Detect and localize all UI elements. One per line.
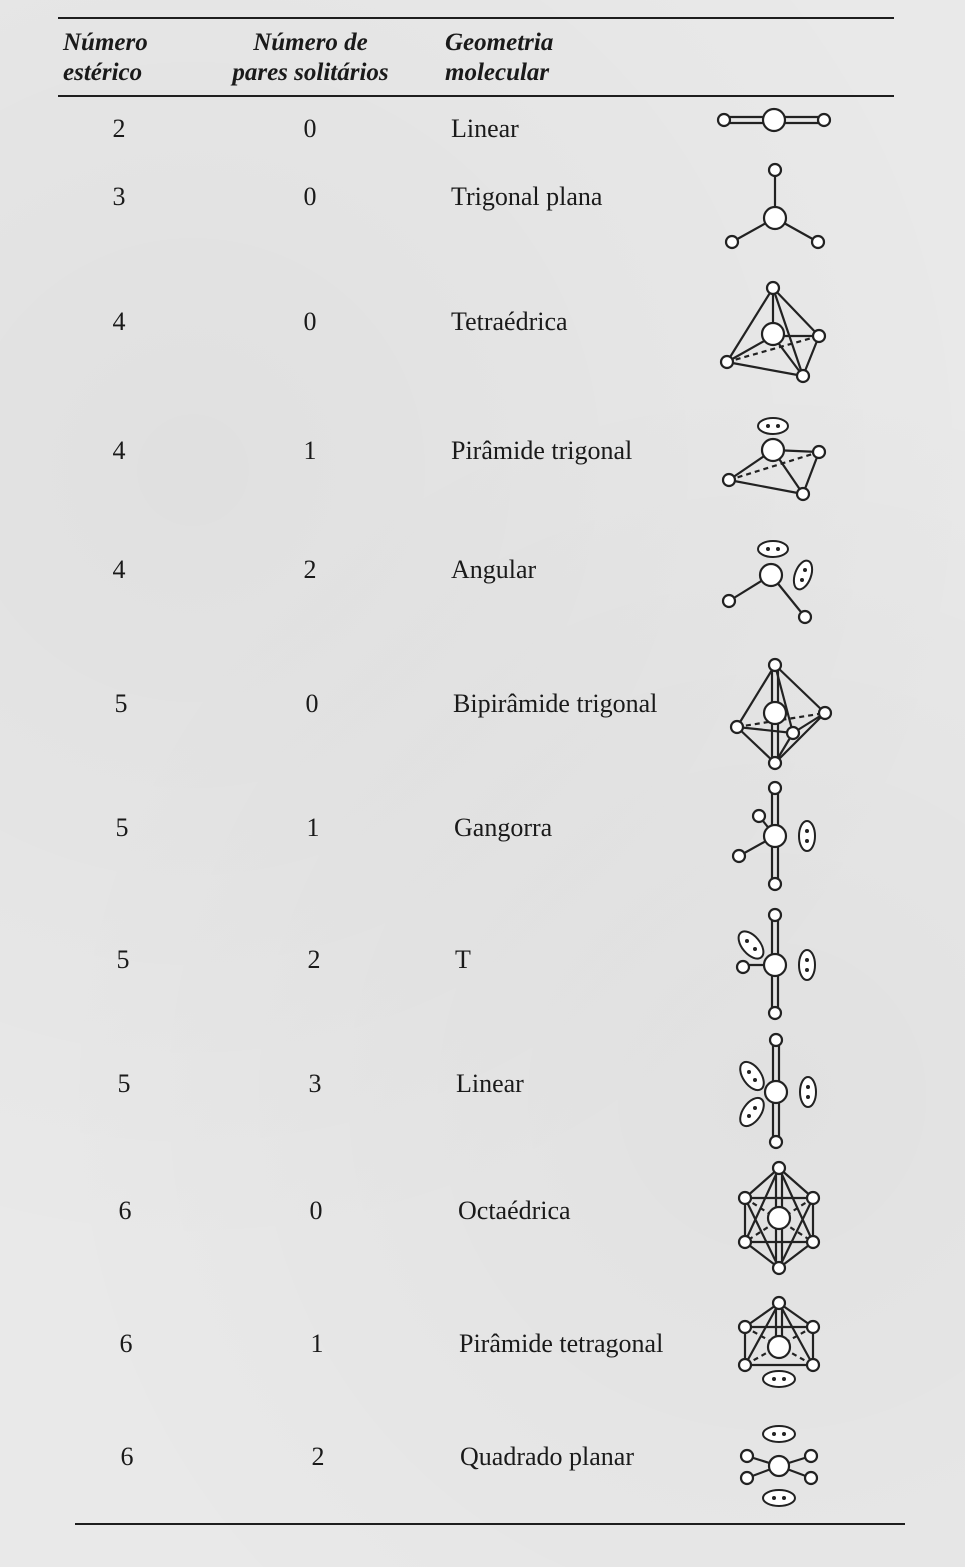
row-lone-pairs: 1 — [306, 813, 320, 842]
row-geometry: Gangorra — [454, 813, 553, 842]
header-geometry-line2: molecular — [445, 59, 550, 86]
header-steric-line2: estérico — [63, 59, 143, 86]
row-lone-pairs: 1 — [310, 1329, 324, 1358]
trigonal-pyramidal-molecule-icon — [715, 410, 830, 510]
row-lone-pairs: 0 — [303, 182, 317, 211]
header-geometry — [445, 28, 553, 88]
header-lone-pairs — [213, 28, 408, 88]
row-geometry: T — [455, 945, 471, 974]
row-steric-number: 5 — [115, 813, 129, 842]
row-steric-number: 5 — [114, 689, 128, 718]
row-geometry: Pirâmide tetragonal — [459, 1329, 664, 1358]
trigonal-planar-molecule-icon — [720, 160, 830, 255]
header-geometry-line1: Geometria — [445, 29, 554, 56]
header-lone-pairs-line1: Número de — [253, 29, 368, 56]
linear-molecule-icon — [710, 100, 840, 140]
row-geometry: Pirâmide trigonal — [451, 436, 633, 465]
square-pyramidal-molecule-icon — [735, 1295, 825, 1395]
row-lone-pairs: 3 — [308, 1069, 322, 1098]
row-geometry: Linear — [456, 1069, 524, 1098]
table-bottom-rule — [75, 1523, 905, 1525]
row-lone-pairs: 0 — [309, 1196, 323, 1225]
row-geometry: Linear — [451, 114, 519, 143]
row-steric-number: 6 — [120, 1442, 134, 1471]
square-planar-molecule-icon — [735, 1420, 825, 1510]
row-steric-number: 6 — [118, 1196, 132, 1225]
row-geometry: Octaédrica — [458, 1196, 571, 1225]
header-steric-number — [63, 28, 148, 88]
row-steric-number: 3 — [112, 182, 126, 211]
row-lone-pairs: 2 — [307, 945, 321, 974]
row-lone-pairs: 0 — [305, 689, 319, 718]
row-geometry: Angular — [451, 555, 537, 584]
table-top-rule — [58, 17, 894, 19]
row-lone-pairs: 2 — [311, 1442, 325, 1471]
bent-molecule-icon — [715, 535, 825, 635]
row-lone-pairs: 0 — [303, 114, 317, 143]
row-steric-number: 4 — [112, 436, 126, 465]
linear-three-lone-pairs-molecule-icon — [730, 1030, 830, 1155]
table-header-rule — [58, 95, 894, 97]
octahedral-molecule-icon — [735, 1158, 825, 1278]
header-lone-pairs-line2: pares solitários — [232, 59, 389, 86]
row-lone-pairs: 2 — [303, 555, 317, 584]
row-steric-number: 5 — [116, 945, 130, 974]
row-steric-number: 4 — [112, 555, 126, 584]
row-geometry: Bipirâmide trigonal — [453, 689, 658, 718]
seesaw-molecule-icon — [725, 778, 825, 898]
row-geometry: Tetraédrica — [451, 307, 568, 336]
row-steric-number: 5 — [117, 1069, 131, 1098]
row-lone-pairs: 1 — [303, 436, 317, 465]
row-lone-pairs: 0 — [303, 307, 317, 336]
row-steric-number: 4 — [112, 307, 126, 336]
row-steric-number: 2 — [112, 114, 126, 143]
row-geometry: Quadrado planar — [460, 1442, 634, 1471]
header-steric-line1: Número — [63, 29, 148, 56]
tetrahedral-molecule-icon — [715, 278, 830, 388]
t-shaped-molecule-icon — [725, 905, 825, 1025]
trigonal-bipyramidal-molecule-icon — [725, 655, 835, 775]
row-steric-number: 6 — [119, 1329, 133, 1358]
row-geometry: Trigonal plana — [451, 182, 603, 211]
